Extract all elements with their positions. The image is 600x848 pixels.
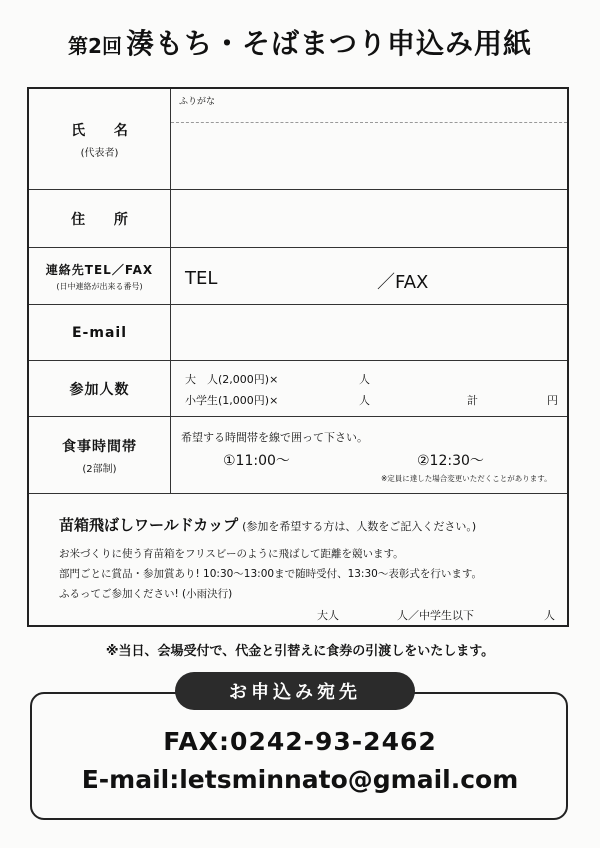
furigana-label: ふりがな	[179, 97, 216, 107]
meal-slot-1[interactable]: ①11:00〜	[223, 453, 290, 469]
email-row	[29, 305, 567, 361]
cup-child-unit: 人	[544, 609, 555, 622]
contact-row	[29, 248, 567, 305]
yen-label: 円	[547, 394, 558, 407]
cup-title-note: (参加を希望する方は、人数をご記入ください。)	[242, 520, 477, 533]
email-label-cell	[29, 305, 171, 360]
cup-desc-2: 部門ごとに賞品・参加賞あり! 10:30〜13:00まで随時受付、13:30〜表彰式を行います。	[59, 568, 482, 580]
name-label: 氏 名	[71, 122, 140, 139]
contact-label-cell	[29, 248, 171, 304]
furigana-divider	[171, 122, 567, 123]
destination-fax: FAX:0242-93-2462	[163, 727, 437, 756]
name-label-cell	[29, 89, 171, 189]
name-sublabel: (代表者)	[80, 147, 119, 159]
address-row	[29, 190, 567, 248]
email-field[interactable]	[171, 305, 567, 360]
destination-email: E-mail:letsminnato@gmail.com	[81, 765, 519, 794]
meal-sublabel: (2部制)	[82, 463, 117, 475]
meal-slot-2[interactable]: ②12:30〜	[417, 453, 484, 469]
meal-row	[29, 417, 567, 494]
cup-title	[59, 514, 476, 535]
adult-price: 大 人(2,000円)×	[185, 373, 279, 386]
adult-unit: 人	[359, 373, 370, 386]
meal-field	[171, 417, 567, 493]
email-label: E-mail	[71, 324, 127, 341]
fax-label: ／FAX	[377, 272, 429, 293]
child-price: 小学生(1,000円)×	[185, 394, 279, 407]
cup-child-label: 人／中学生以下	[397, 609, 474, 622]
page-title	[0, 22, 600, 62]
destination-box	[30, 692, 568, 820]
notice-text: ※当日、会場受付で、代金と引替えに食券の引渡しをいたします。	[105, 644, 495, 659]
name-row	[29, 89, 567, 190]
cup-adult-label: 大人	[317, 609, 339, 622]
participants-field[interactable]	[171, 361, 567, 416]
contact-label: 連絡先TEL／FAX	[45, 262, 154, 277]
cup-desc-3: ふるってご参加ください! (小雨決行)	[59, 588, 233, 600]
application-form	[27, 87, 569, 627]
address-label: 住 所	[71, 211, 140, 228]
cup-section	[29, 494, 567, 625]
participants-label-cell	[29, 361, 171, 416]
tel-label: TEL	[185, 268, 218, 289]
child-unit: 人	[359, 394, 370, 407]
contact-field[interactable]	[171, 248, 567, 304]
contact-sublabel: (日中連絡が出来る番号)	[56, 281, 143, 291]
cup-desc-1: お米づくりに使う育苗箱をフリスビーのように飛ばして距離を競います。	[59, 548, 404, 560]
name-field[interactable]	[171, 89, 567, 189]
address-label-cell	[29, 190, 171, 247]
title-main: 湊もち・そばまつり申込み用紙	[125, 27, 532, 60]
meal-label-cell	[29, 417, 171, 493]
title-prefix: 第2回	[68, 34, 122, 58]
participants-label: 参加人数	[69, 381, 130, 398]
meal-instruction: 希望する時間帯を線で囲って下さい。	[181, 431, 368, 444]
cup-title-main: 苗箱飛ばしワールドカップ	[59, 516, 239, 534]
participants-row	[29, 361, 567, 417]
total-label: 計	[467, 394, 478, 407]
destination-heading: お申込み宛先	[175, 672, 415, 710]
address-field[interactable]	[171, 190, 567, 247]
meal-note: ※定員に達した場合変更いただくことがあります。	[381, 474, 552, 483]
meal-label: 食事時間帯	[62, 438, 137, 455]
